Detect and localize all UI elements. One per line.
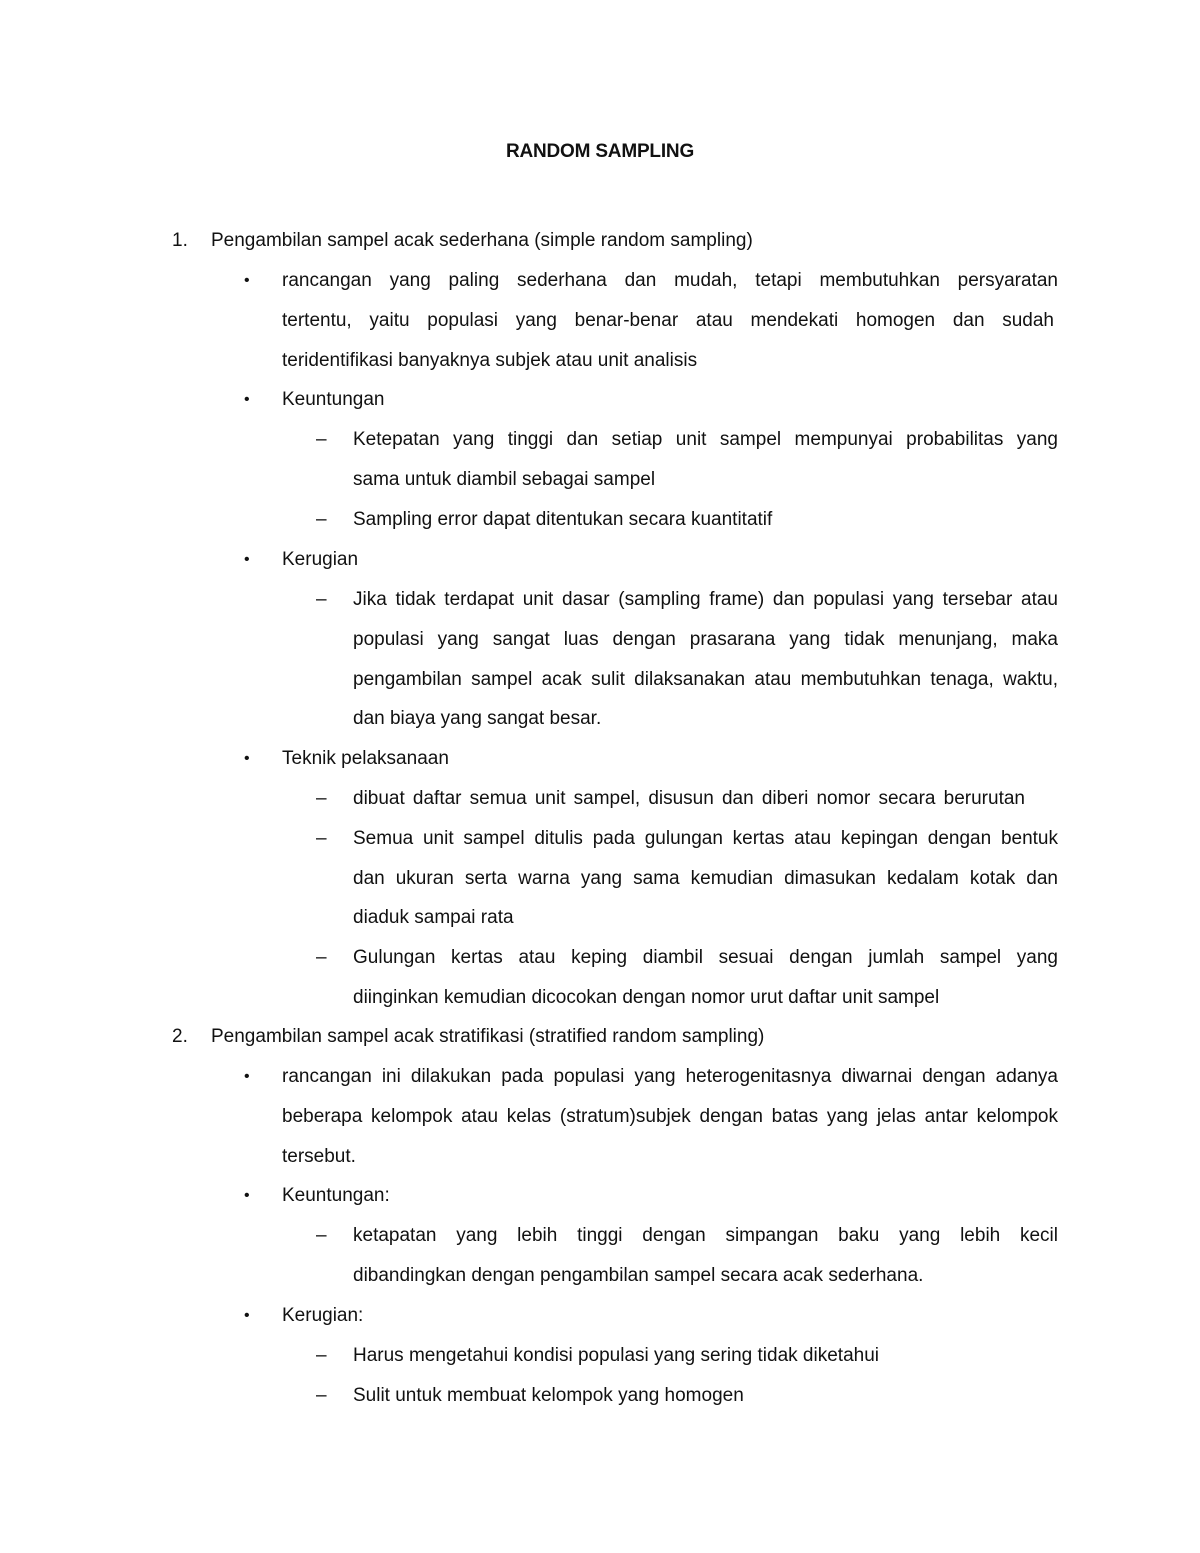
bullet-label: Teknik pelaksanaan: [282, 748, 449, 769]
paragraph-line: Sampling error dapat ditentukan secara kuantitatif: [353, 509, 773, 530]
bullet-label: Keuntungan: [282, 389, 385, 410]
section-2-heading: [0, 1022, 1200, 1052]
dash-marker: –: [316, 1225, 327, 1246]
paragraph-line: pengambilan sampel acak sulit dilaksanakan atau membutuhkan tenaga, waktu,: [353, 669, 1058, 690]
paragraph-line: Semua unit sampel ditulis pada gulungan kertas atau kepingan dengan bentuk: [353, 828, 1058, 849]
paragraph-line: Jika tidak terdapat unit dasar (sampling frame) dan populasi yang tersebar atau: [353, 589, 1058, 610]
dash-marker: –: [316, 828, 327, 849]
dash-marker: –: [316, 509, 327, 530]
bullet-marker: •: [244, 1068, 250, 1085]
dash-marker: –: [316, 788, 327, 809]
paragraph-line: tersebut.: [282, 1146, 356, 1167]
bullet-marker: •: [244, 551, 250, 568]
paragraph-line: diinginkan kemudian dicocokan dengan nomor urut daftar unit sampel: [353, 987, 940, 1008]
paragraph-line: dibuat daftar semua unit sampel, disusun dan diberi nomor secara berurutan: [353, 788, 1025, 809]
paragraph-line: ketapatan yang lebih tinggi dengan simpangan baku yang lebih kecil: [353, 1225, 1058, 1246]
dash-marker: –: [316, 429, 327, 450]
bullet-marker: •: [244, 750, 250, 767]
paragraph-line: teridentifikasi banyaknya subjek atau unit analisis: [282, 350, 698, 371]
bullet-label: Kerugian:: [282, 1305, 364, 1326]
bullet-marker: •: [244, 1307, 250, 1324]
section-number: 1.: [172, 230, 188, 251]
paragraph-line: rancangan yang paling sederhana dan mudah, tetapi membutuhkan persyaratan: [282, 270, 1058, 291]
bullet-marker: •: [244, 391, 250, 408]
paragraph-line: tertentu, yaitu populasi yang benar-benar atau mendekati homogen dan sudah: [282, 310, 1054, 331]
dash-marker: –: [316, 1385, 327, 1406]
paragraph-line: diaduk sampai rata: [353, 907, 514, 928]
paragraph-line: sama untuk diambil sebagai sampel: [353, 469, 656, 490]
dash-marker: –: [316, 589, 327, 610]
section-title: Pengambilan sampel acak stratifikasi (stratified random sampling): [211, 1026, 765, 1047]
section-title: Pengambilan sampel acak sederhana (simple random sampling): [211, 230, 753, 251]
section-1-heading: [0, 226, 1200, 256]
paragraph-line: dan ukuran serta warna yang sama kemudian dimasukan kedalam kotak dan: [353, 868, 1058, 889]
dash-marker: –: [316, 947, 327, 968]
paragraph-line: Sulit untuk membuat kelompok yang homogen: [353, 1385, 744, 1406]
bullet-marker: •: [244, 1187, 250, 1204]
paragraph-line: beberapa kelompok atau kelas (stratum)subjek dengan batas yang jelas antar kelompok: [282, 1106, 1058, 1127]
document-title: RANDOM SAMPLING: [505, 141, 695, 162]
bullet-label: Kerugian: [282, 549, 359, 570]
bullet-label: Keuntungan:: [282, 1185, 390, 1206]
paragraph-line: Ketepatan yang tinggi dan setiap unit sampel mempunyai probabilitas yang: [353, 429, 1058, 450]
section-number: 2.: [172, 1026, 188, 1047]
paragraph-line: Gulungan kertas atau keping diambil sesuai dengan jumlah sampel yang: [353, 947, 1058, 968]
paragraph-line: populasi yang sangat luas dengan prasarana yang tidak menunjang, maka: [353, 629, 1058, 650]
paragraph-line: dibandingkan dengan pengambilan sampel secara acak sederhana.: [353, 1265, 924, 1286]
paragraph-line: dan biaya yang sangat besar.: [353, 708, 602, 729]
paragraph-line: rancangan ini dilakukan pada populasi yang heterogenitasnya diwarnai dengan adanya: [282, 1066, 1058, 1087]
bullet-marker: •: [244, 272, 250, 289]
dash-marker: –: [316, 1345, 327, 1366]
paragraph-line: Harus mengetahui kondisi populasi yang sering tidak diketahui: [353, 1345, 879, 1366]
